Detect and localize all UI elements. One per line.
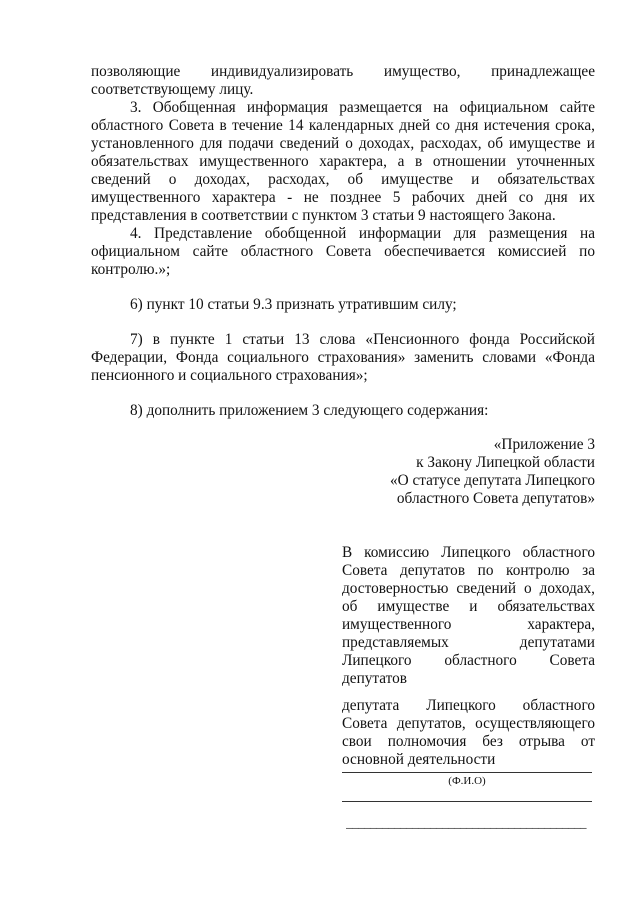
point-6: 6) пункт 10 статьи 9.3 признать утратившим силу; [130,296,457,313]
point-8: 8) дополнить приложением 3 следующего содержания: [130,402,489,419]
addressee-line: депутатов [342,670,408,687]
text-line: позволяющие индивидуализировать имущество, принадлежащее [91,63,595,80]
text-line: Федерации, Фонда социального страхования» заменить словами «Фонда [91,349,595,366]
addressee-line: Липецкого областного Совета [342,652,595,669]
text-line: установленного для подачи сведений о доходах, расходах, об имуществе и [91,135,595,152]
from-line: свои полномочия без отрыва от [342,733,595,750]
from-line: депутата Липецкого областного [342,697,595,714]
text-line: сведений о доходах, расходах, об имуществе и обязательствах [91,171,595,188]
text-line: соответствующему лицу. [91,81,254,98]
text-line: пенсионного и социального страхования»; [91,367,368,384]
text-line: областного Совета в течение 14 календарных дней со дня истечения срока, [91,117,595,134]
blank-field-line [342,801,592,802]
point-7-first-line: 7) в пункте 1 статьи 13 слова «Пенсионного фонда Российской [130,331,595,348]
appendix-header-line: к Закону Липецкой области [416,454,595,471]
addressee-line: Совета депутатов по контролю за [342,562,595,579]
text-line: официальном сайте областного Совета обеспечивается комиссией по [91,243,595,260]
fio-caption: (Ф.И.О) [448,775,486,787]
fio-field-line [342,772,592,773]
addressee-line: представляемых депутатами [342,634,595,651]
text-line: обязательствах имущественного характера, а в отношении уточненных [91,153,595,170]
paragraph-item-4-first-line: 4. Представление обобщенной информации для размещения на [130,225,595,242]
from-line: Совета депутатов, осуществляющего [342,715,595,732]
addressee-line: об имуществе и обязательствах [342,598,595,615]
appendix-header-line: «О статусе депутата Липецкого [389,472,595,489]
appendix-header-line: «Приложение 3 [493,436,595,453]
from-line: основной деятельности [342,751,496,768]
addressee-line: достоверностью сведений о доходах, [342,580,595,597]
appendix-header-line: областного Совета депутатов» [396,490,595,507]
addressee-line: имущественного характера, [342,616,595,633]
text-line: контролю.»; [91,261,171,278]
text-line: представления в соответствии с пунктом 3 статьи 9 настоящего Закона. [91,207,556,224]
paragraph-item-3-first-line: 3. Обобщенная информация размещается на официальном сайте [130,99,595,116]
text-line: имущественного характера - не позднее 5 рабочих дней со дня их [91,189,595,206]
dashed-field-line: ________________________________________ [346,816,586,830]
addressee-line: В комиссию Липецкого областного [342,544,595,561]
